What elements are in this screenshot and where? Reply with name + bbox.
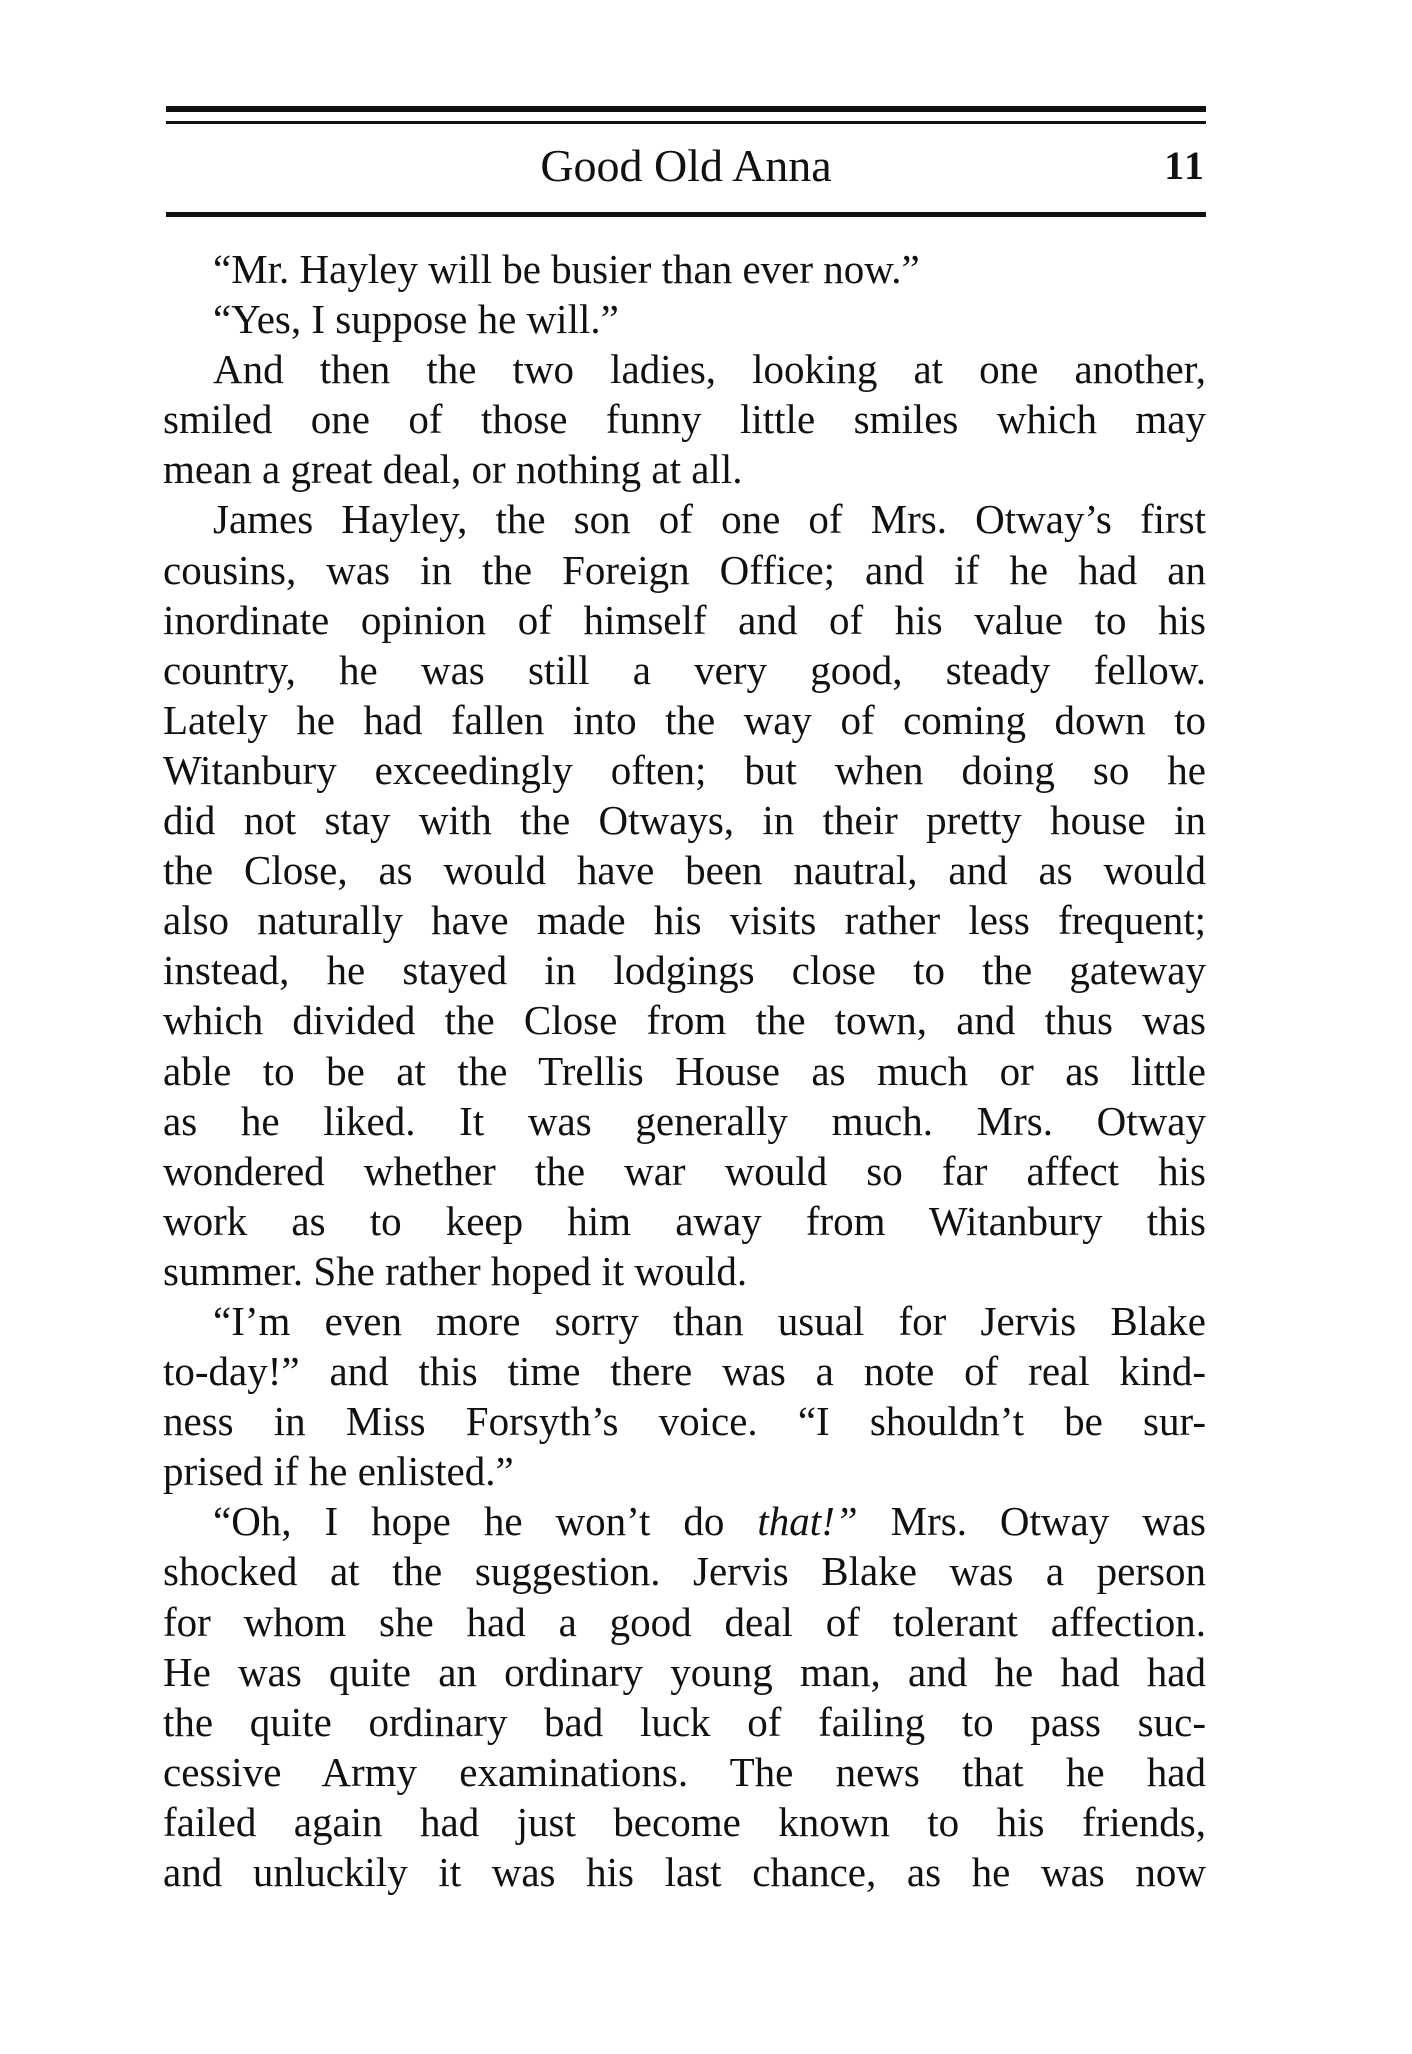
top-rule-thick bbox=[166, 106, 1206, 112]
text-segment: shocked at the suggestion. Jervis Blake was a person bbox=[163, 1548, 1206, 1595]
text-line bbox=[163, 695, 1206, 745]
text-segment: inordinate opinion of himself and of his value to his bbox=[163, 596, 1206, 643]
text-segment: able to be at the Trellis House as much or as little bbox=[163, 1047, 1206, 1094]
text-line bbox=[163, 1246, 1206, 1296]
text-line bbox=[163, 945, 1206, 995]
text-segment: “Oh, I hope he won’t do bbox=[213, 1498, 758, 1545]
text-segment: “Mr. Hayley will be busier than ever now.” bbox=[213, 246, 920, 292]
text-segment: instead, he stayed in lodgings close to the gateway bbox=[163, 947, 1206, 994]
text-line bbox=[163, 595, 1206, 645]
text-line bbox=[163, 895, 1206, 945]
top-rule-thin bbox=[166, 121, 1206, 124]
text-segment: smiled one of those funny little smiles which may bbox=[163, 396, 1206, 443]
text-segment: mean a great deal, or nothing at all. bbox=[163, 446, 743, 493]
text-segment: and unluckily it was his last chance, as he was now bbox=[163, 1849, 1206, 1895]
text-segment: And then the two ladies, looking at one another, bbox=[213, 346, 1206, 393]
text-line bbox=[163, 1446, 1206, 1496]
text-segment: failed again had just become known to his friends, bbox=[163, 1798, 1206, 1845]
text-segment: “Yes, I suppose he will.” bbox=[213, 296, 619, 343]
text-line bbox=[163, 1546, 1206, 1596]
body-text bbox=[163, 244, 1206, 1897]
text-segment: country, he was still a very good, steady fellow. bbox=[163, 646, 1206, 693]
text-line bbox=[163, 1697, 1206, 1747]
text-line bbox=[163, 845, 1206, 895]
running-title: Good Old Anna bbox=[540, 140, 832, 191]
text-line bbox=[163, 1797, 1206, 1847]
running-header bbox=[166, 136, 1206, 196]
text-line bbox=[163, 1346, 1206, 1396]
text-segment: the Close, as would have been nautral, and as would bbox=[163, 847, 1206, 894]
text-segment: Mrs. Otway was bbox=[857, 1498, 1206, 1545]
text-line bbox=[163, 1747, 1206, 1797]
text-line bbox=[163, 645, 1206, 695]
text-line bbox=[163, 795, 1206, 845]
text-line bbox=[163, 1496, 1206, 1546]
text-segment: He was quite an ordinary young man, and he had had bbox=[163, 1648, 1206, 1695]
text-line bbox=[163, 995, 1206, 1045]
text-line bbox=[163, 494, 1206, 544]
text-segment: did not stay with the Otways, in their pretty house in bbox=[163, 797, 1206, 844]
text-line bbox=[163, 1146, 1206, 1196]
text-segment: wondered whether the war would so far affect his bbox=[163, 1147, 1206, 1194]
text-segment: which divided the Close from the town, and thus was bbox=[163, 997, 1206, 1044]
text-segment: that!” bbox=[757, 1498, 858, 1545]
text-line bbox=[163, 1847, 1206, 1897]
text-line bbox=[163, 1647, 1206, 1697]
text-line bbox=[163, 1046, 1206, 1096]
text-segment: “I’m even more sorry than usual for Jervis Blake bbox=[213, 1297, 1206, 1344]
text-line bbox=[163, 294, 1206, 344]
text-segment: work as to keep him away from Witanbury this bbox=[163, 1197, 1206, 1244]
text-segment: ness in Miss Forsyth’s voice. “I shouldn’t be sur- bbox=[163, 1398, 1206, 1445]
text-segment: Lately he had fallen into the way of coming down to bbox=[163, 696, 1206, 743]
text-segment: James Hayley, the son of one of Mrs. Otway’s first bbox=[213, 496, 1206, 543]
text-segment: for whom she had a good deal of tolerant affection. bbox=[163, 1598, 1206, 1645]
text-line bbox=[163, 394, 1206, 444]
text-segment: to-day!” and this time there was a note of real kind- bbox=[163, 1348, 1206, 1395]
text-line bbox=[163, 344, 1206, 394]
text-line bbox=[163, 1396, 1206, 1446]
text-segment: the quite ordinary bad luck of failing to pass suc- bbox=[163, 1698, 1206, 1745]
text-line bbox=[163, 1096, 1206, 1146]
text-line bbox=[163, 1597, 1206, 1647]
text-line bbox=[163, 745, 1206, 795]
text-segment: prised if he enlisted.” bbox=[163, 1448, 514, 1495]
text-line bbox=[163, 1196, 1206, 1246]
text-line bbox=[163, 1296, 1206, 1346]
text-line bbox=[163, 545, 1206, 595]
text-segment: cessive Army examinations. The news that he had bbox=[163, 1748, 1206, 1795]
text-segment: as he liked. It was generally much. Mrs. Otway bbox=[163, 1097, 1206, 1144]
text-segment: also naturally have made his visits rather less frequent; bbox=[163, 897, 1206, 944]
page-number: 11 bbox=[1164, 143, 1206, 188]
text-segment: summer. She rather hoped it would. bbox=[163, 1247, 748, 1294]
text-segment: Witanbury exceedingly often; but when doing so he bbox=[163, 746, 1206, 793]
text-line bbox=[163, 444, 1206, 494]
text-line bbox=[163, 244, 1206, 294]
text-segment: cousins, was in the Foreign Office; and if he had an bbox=[163, 546, 1206, 593]
header-rule bbox=[166, 212, 1206, 217]
